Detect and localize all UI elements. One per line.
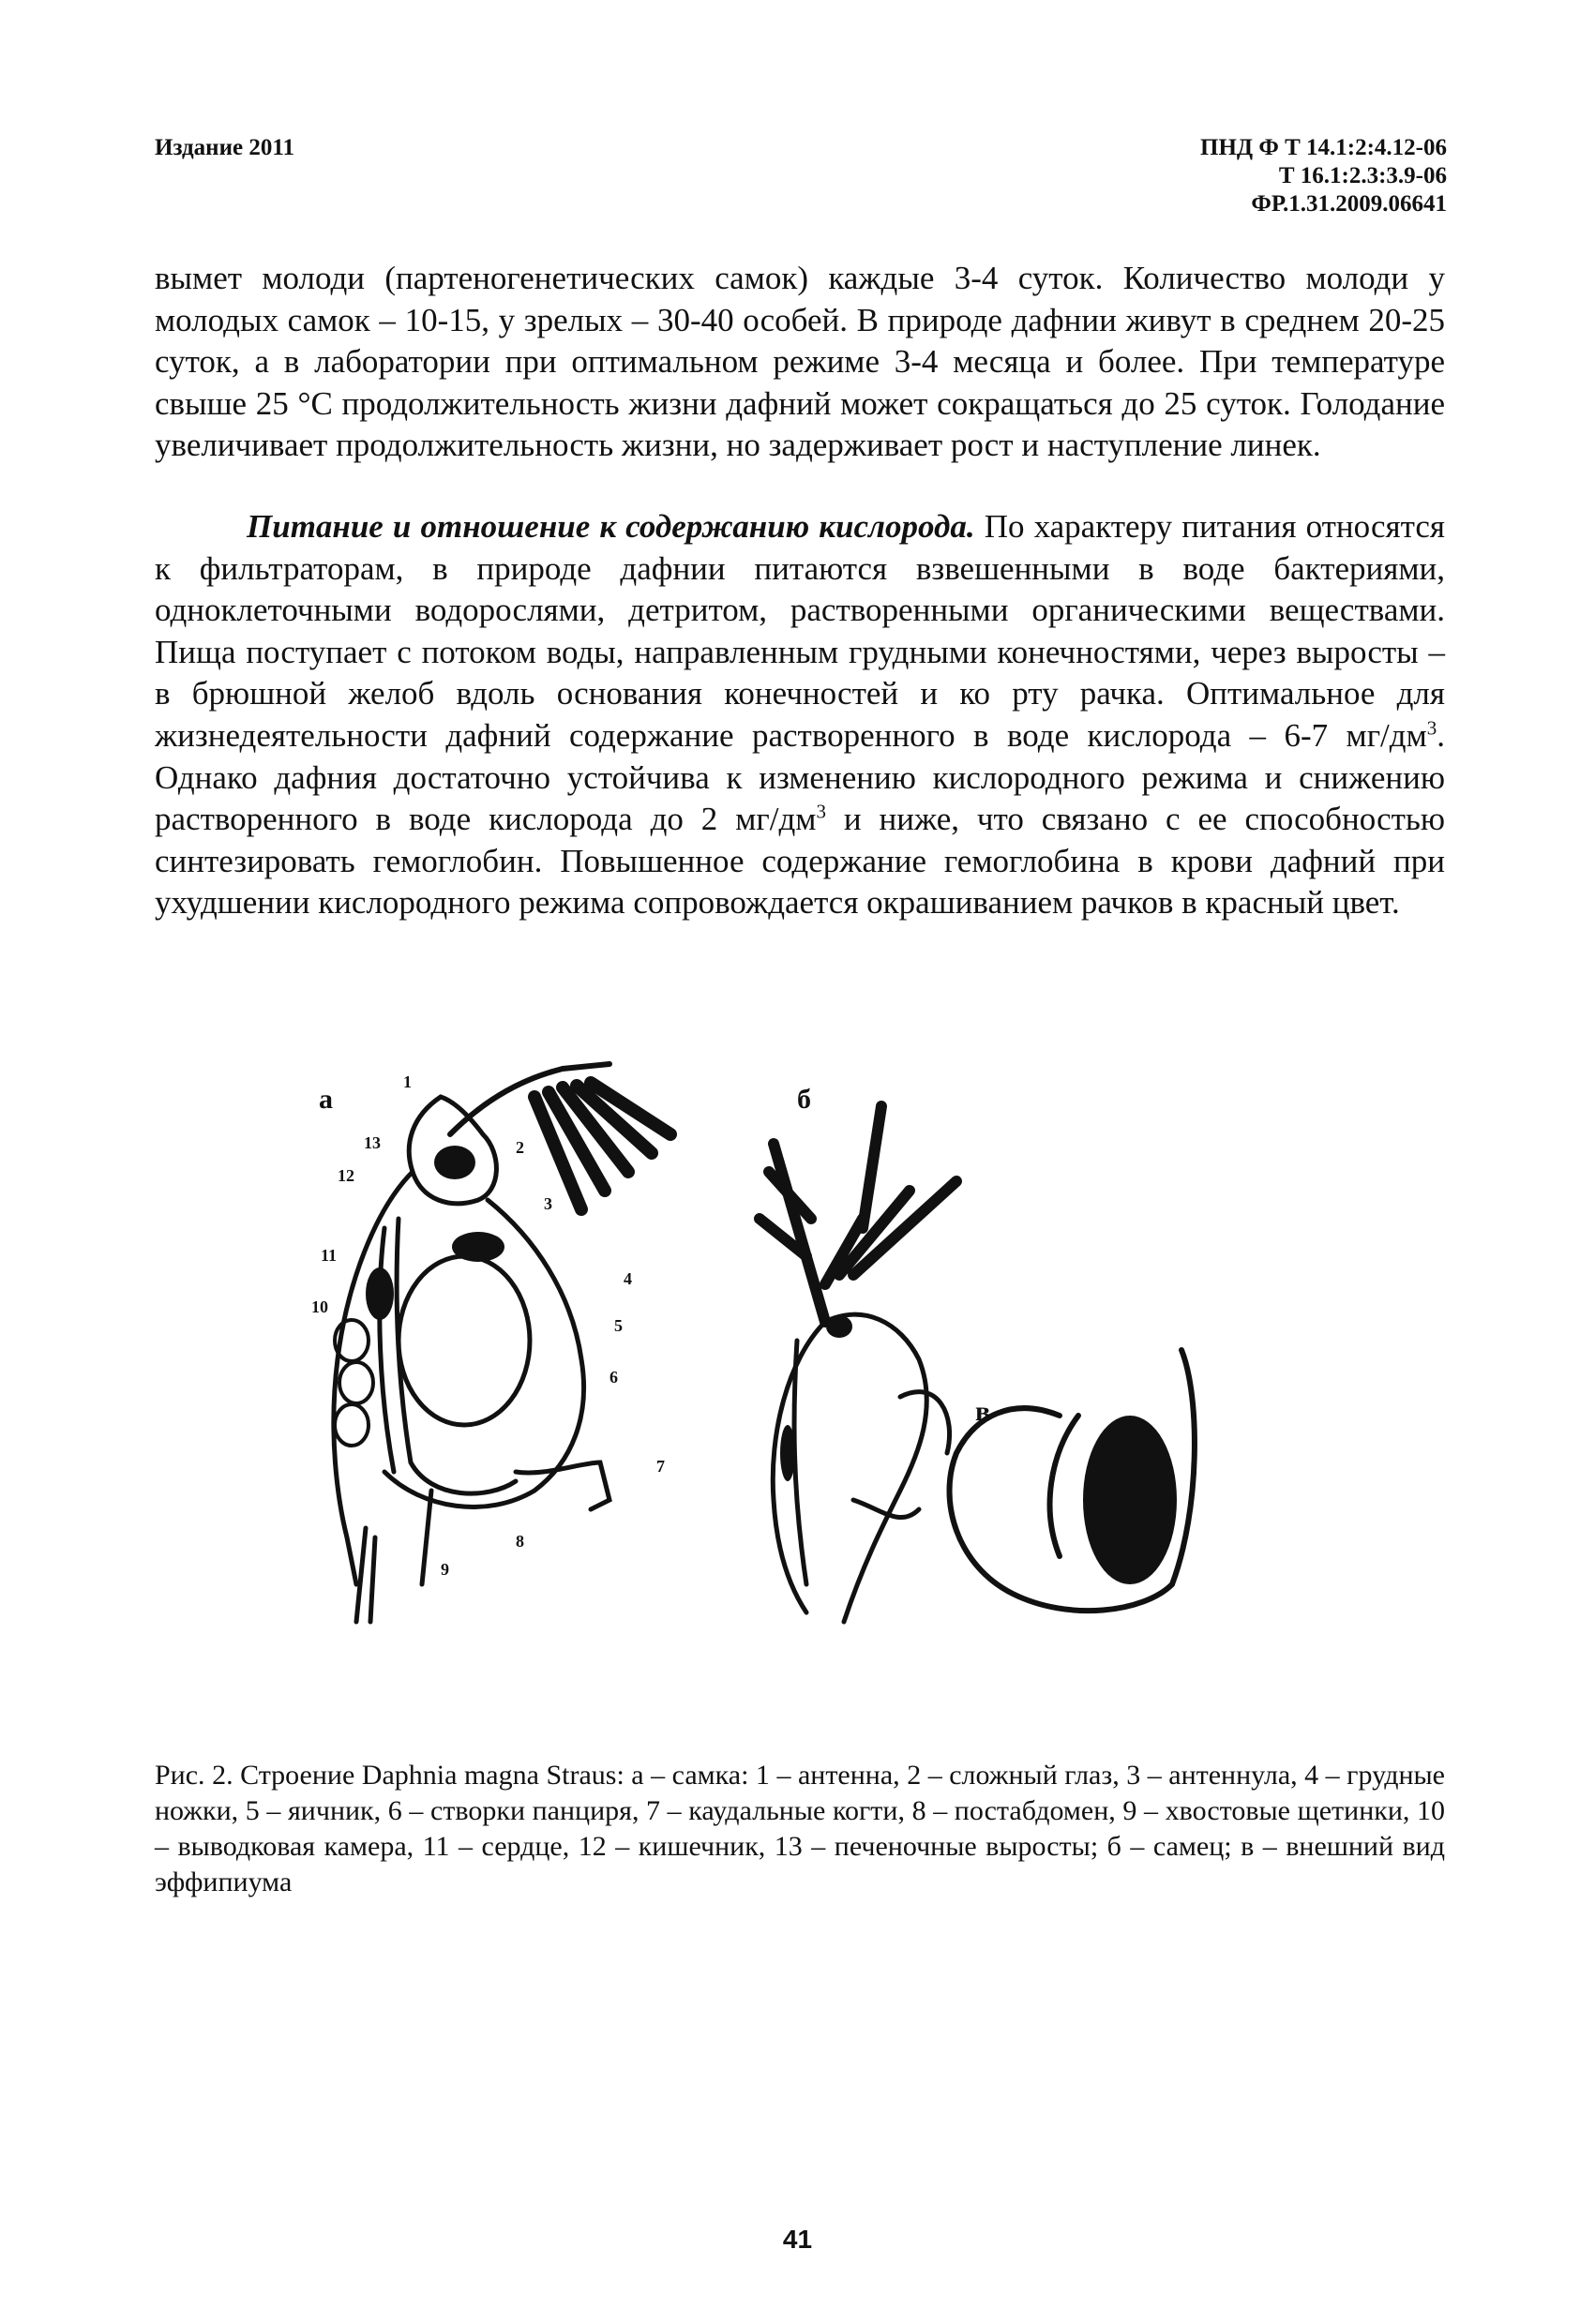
panel-label-v: в [975,1396,991,1427]
label-4: 4 [624,1269,632,1288]
figure-caption: Рис. 2. Строение Daphnia magna Straus: а – самка: 1 – антенна, 2 – сложный глаз, 3 – антеннула, 4 – грудные ножки, 5 – яичник, 6 – створки панциря, 7 – каудальные когти, 8 – постабдомен, 9 – хвостовые щетинки, 10 – выводковая камера, 11 – сердце, 12 – кишечник, 13 – печеночные выросты; б – самец; в – внешний вид эффипиума [155,1760,1445,1897]
document-code [1200,134,1447,218]
label-11: 11 [321,1246,338,1265]
label-13: 13 [364,1133,381,1152]
label-10: 10 [311,1297,328,1316]
daphnia-figure [300,1059,1332,1697]
male-antenna [760,1106,956,1322]
paragraph-text-part-3: и ниже, что связано с ее способностью синтезировать гемоглобин. Повышенное содержание гемоглобина в крови дафний при ухудшении кислородного режима сопровождается окрашиванием рачков в красный цвет. [155,801,1446,922]
panel-label-a: а [319,1084,333,1115]
label-8: 8 [516,1532,524,1551]
superscript-3: 3 [1426,716,1437,740]
page-number: 41 [782,2225,813,2254]
document-code-line-1: ПНД Ф Т 14.1:2:4.12-06 [1200,135,1447,160]
paragraph-lifespan: вымет молоди (партеногенетических самок) каждые 3-4 суток. Количество молоди у молодых самок – 10-15, у зрелых – 30-40 особей. В природе дафнии живут в среднем 20-25 суток, а в лаборатории при оптимальном режиме 3-4 месяца и более. При температуре свыше 25 °С продолжительность жизни дафний может сокращаться до 25 суток. Голодание увеличивает продолжительность жизни, но задерживает рост и наступление линек. [155,260,1445,464]
edition-label: Издание 2011 [155,135,294,160]
label-2: 2 [516,1138,524,1157]
label-5: 5 [614,1316,623,1335]
panel-label-b: б [797,1084,811,1115]
label-12: 12 [338,1166,354,1185]
document-code-line-3: ФР.1.31.2009.06641 [1251,191,1447,217]
male-details [780,1315,852,1481]
ephippium-egg-body [1083,1416,1177,1584]
superscript-3b: 3 [816,800,826,823]
label-1: 1 [403,1072,412,1091]
label-3: 3 [544,1194,552,1213]
paragraph-text-part-2: . Однако дафния достаточно устойчива к изменению кислородного режима и снижению растворенного в воде кислорода до 2 мг/дм [155,716,1445,838]
female-organs [366,1146,504,1320]
paragraph-nutrition [155,506,1445,924]
paragraph-text-part-1: По характеру питания относятся к фильтраторам, в природе дафнии питаются взвешенными в воде бактериями, одноклеточными водорослями, детритом, растворенными органическими веществами. Пища поступает с потоком воды, направленным грудными конечностями, через выросты – в брюшной желоб вдоль основания конечностей и ко рту рачка. Оптимальное для жизнедеятельности дафний содержание растворенного в воде кислорода – 6-7 мг/дм [155,508,1446,754]
label-9: 9 [441,1560,449,1579]
label-6: 6 [609,1368,618,1387]
paragraph-heading: Питание и отношение к содержанию кислорода. [247,508,975,545]
label-7: 7 [656,1457,665,1476]
male-drawing [773,1314,949,1622]
female-antenna-bristles [534,1083,670,1209]
document-code-line-2: Т 16.1:2.3:3.9-06 [1278,163,1447,188]
